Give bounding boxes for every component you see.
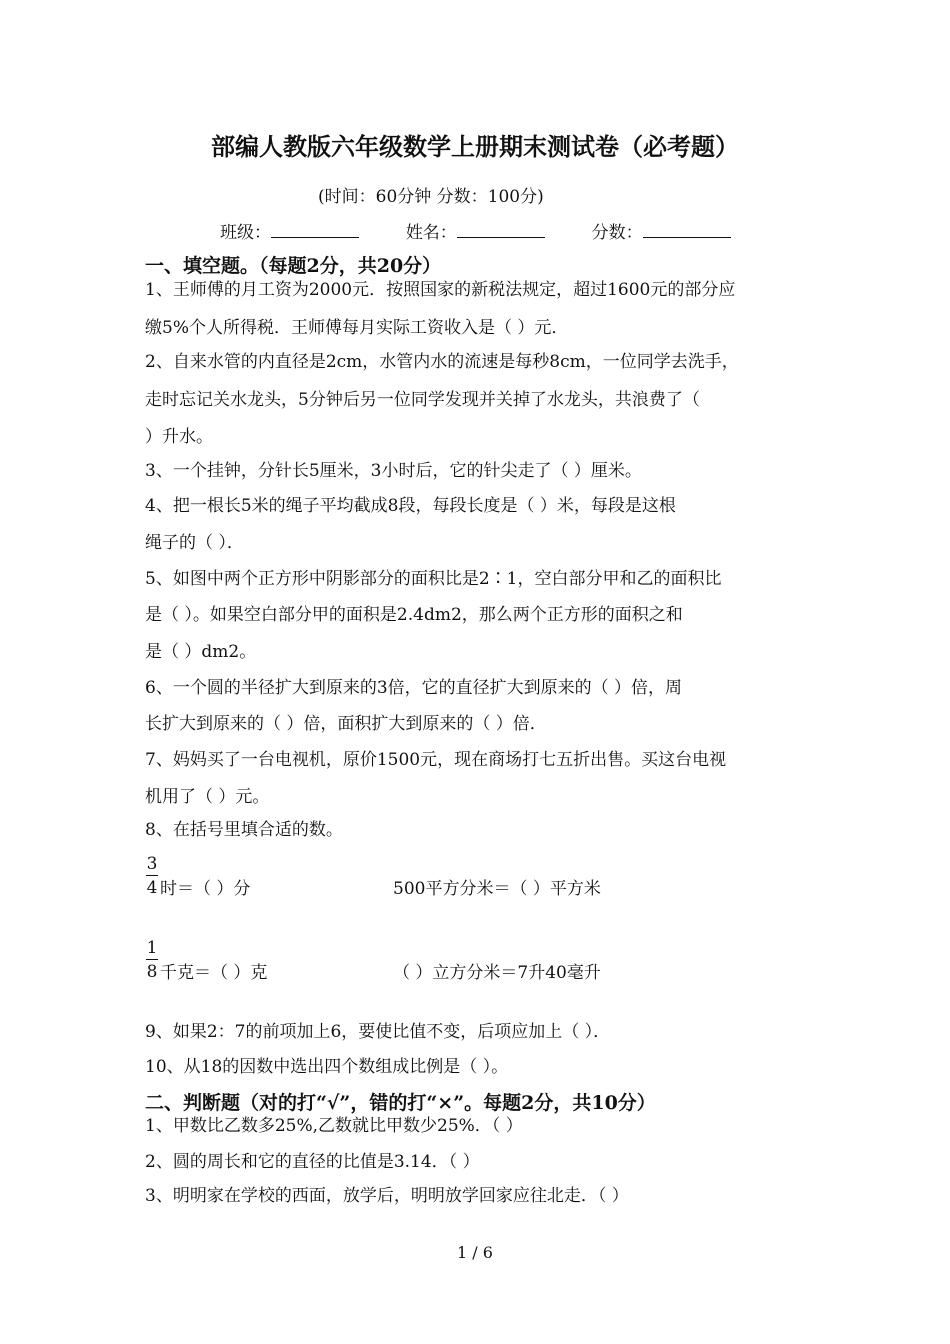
section2-heading: 二、判断题（对的打“√”，错的打“×”。每题2分，共10分） <box>145 1092 656 1114</box>
fraction-bar <box>146 875 158 876</box>
question-line: ）升水。 <box>145 427 213 447</box>
fraction-denominator: 4 <box>146 878 158 898</box>
class-blank[interactable] <box>271 221 359 238</box>
question-line: 9、如果2：7的前项加上6，要使比值不变，后项应加上（ ）． <box>145 1022 611 1042</box>
question-line: 1、王师傅的月工资为2000元．按照国家的新税法规定，超过1600元的部分应 <box>145 280 736 300</box>
name-blank[interactable] <box>457 221 545 238</box>
student-info-row <box>220 221 731 244</box>
question-line: 缴5%个人所得税．王师傅每月实际工资收入是（ ）元． <box>145 318 569 338</box>
class-label: 班级： <box>220 223 271 243</box>
question-line: 10、从18的因数中选出四个数组成比例是（ ）。 <box>145 1057 509 1077</box>
question-line: 7、妈妈买了一台电视机，原价1500元，现在商场打七五折出售。买这台电视 <box>145 750 727 770</box>
question-line: 是（ ）。如果空白部分甲的面积是2.4dm2，那么两个正方形的面积之和 <box>145 605 683 625</box>
question-line: 绳子的（ ）． <box>145 533 244 553</box>
fraction-numerator: 3 <box>146 854 158 874</box>
q8-row1-right: 500平方分米＝（ ）平方米 <box>393 879 601 899</box>
question-line: 5、如图中两个正方形中阴影部分的面积比是2∶1，空白部分甲和乙的面积比 <box>145 569 722 589</box>
question-line: 长扩大到原来的（ ）倍，面积扩大到原来的（ ）倍． <box>145 714 547 734</box>
judgement-line: 3、明明家在学校的西面，放学后，明明放学回家应往北走．（ ） <box>145 1186 629 1206</box>
question-line: 4、把一根长5米的绳子平均截成8段，每段长度是（ ）米，每段是这根 <box>145 496 676 516</box>
question-line: 是（ ）dm2。 <box>145 642 257 662</box>
time-score-info: (时间：60分钟 分数：100分) <box>318 187 544 207</box>
question-line: 8、在括号里填合适的数。 <box>145 820 343 840</box>
fraction-three-quarters <box>146 854 158 898</box>
fraction-denominator: 8 <box>146 962 158 982</box>
question-line: 2、自来水管的内直径是2cm，水管内水的流速是每秒8cm，一位同学去洗手， <box>145 352 739 372</box>
name-label: 姓名： <box>405 223 457 243</box>
q8-row1-left: 时＝（ ）分 <box>160 879 251 899</box>
fraction-numerator: 1 <box>146 938 158 958</box>
score-label: 分数： <box>591 223 643 243</box>
judgement-line: 1、甲数比乙数多25%,乙数就比甲数少25%．（ ） <box>145 1116 523 1136</box>
section1-heading: 一、填空题。（每题2分，共20分） <box>145 255 442 277</box>
judgement-line: 2、圆的周长和它的直径的比值是3.14．（ ） <box>145 1152 480 1172</box>
fraction-bar <box>146 959 158 960</box>
q8-row2-right: （ ）立方分米＝7升40毫升 <box>393 963 601 983</box>
page-title: 部编人教版六年级数学上册期末测试卷（必考题） <box>211 132 739 161</box>
page-number: 1 / 6 <box>457 1243 493 1262</box>
question-line: 机用了（ ）元。 <box>145 787 270 807</box>
q8-row2-left: 千克＝（ ）克 <box>160 963 268 983</box>
question-line: 6、一个圆的半径扩大到原来的3倍，它的直径扩大到原来的（ ）倍，周 <box>145 678 683 698</box>
question-line: 3、一个挂钟，分针长5厘米，3小时后，它的针尖走了（ ）厘米。 <box>145 461 642 481</box>
score-blank[interactable] <box>643 221 731 238</box>
fraction-one-eighth <box>146 938 158 982</box>
question-line: 走时忘记关水龙头，5分钟后另一位同学发现并关掉了水龙头，共浪费了（ <box>145 390 700 410</box>
